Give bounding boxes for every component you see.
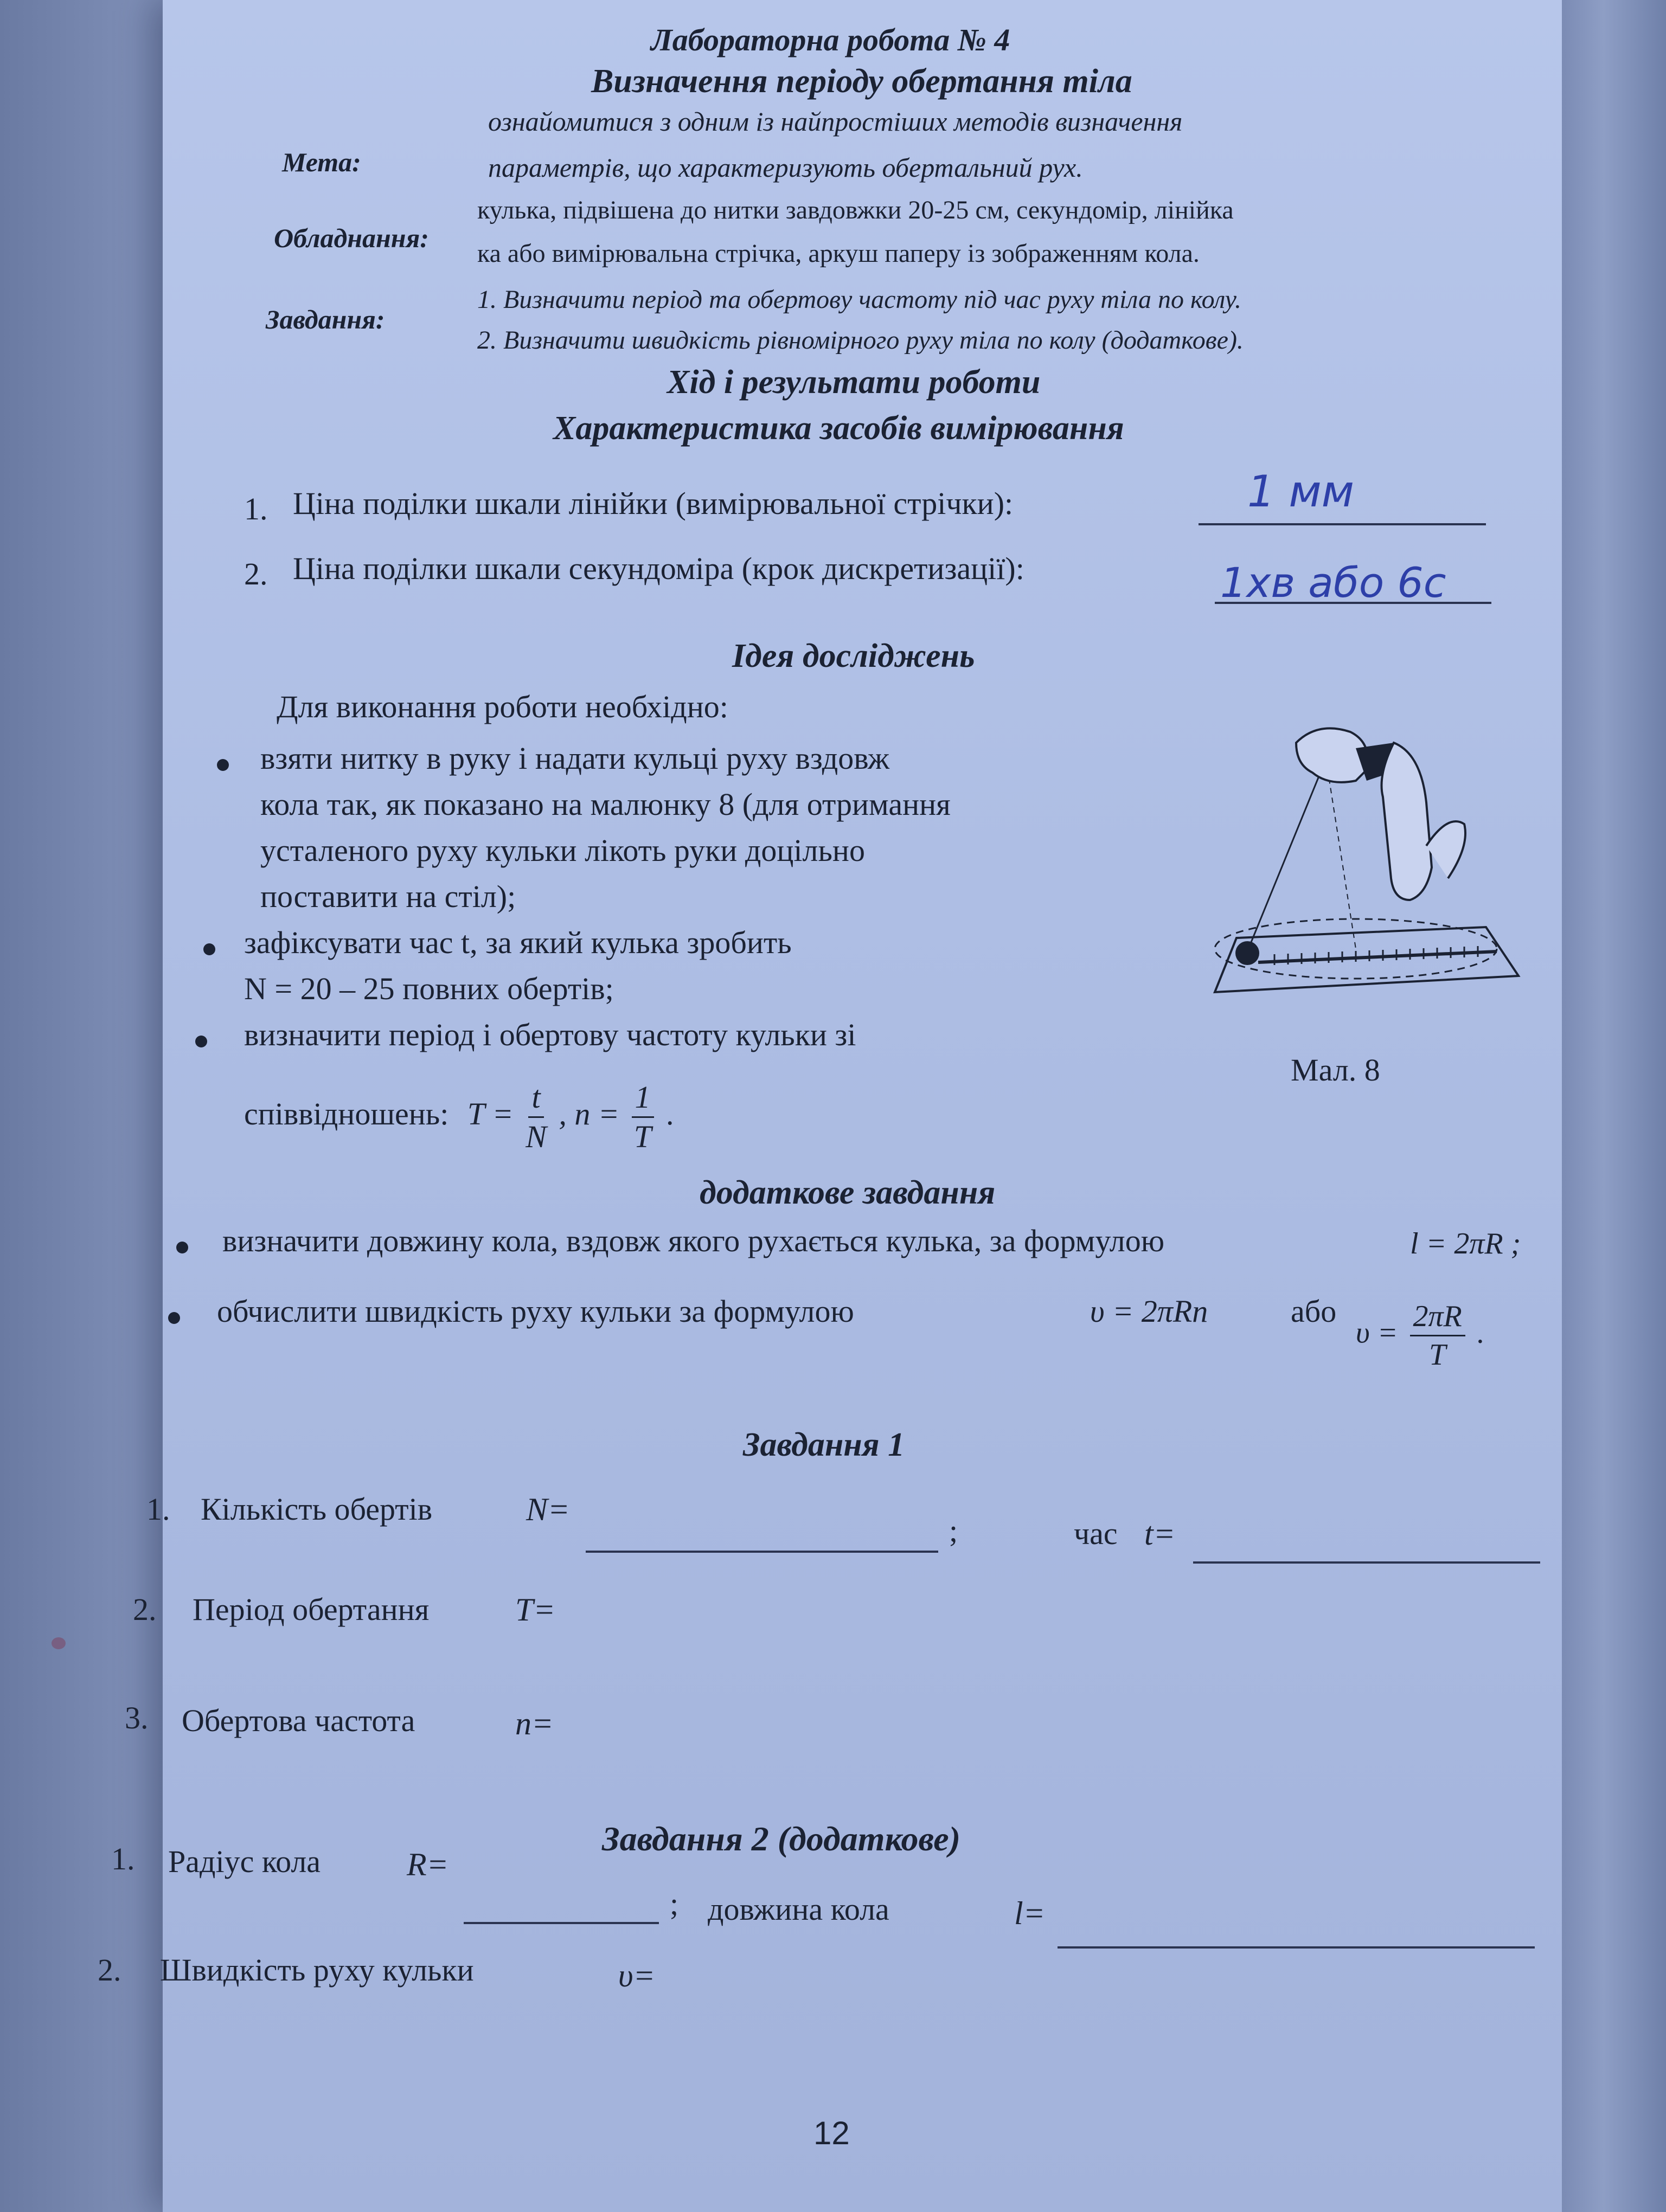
- period-variable: T=: [515, 1592, 555, 1628]
- goal-line-2: параметрів, що характеризують обертальний рух.: [488, 152, 1083, 183]
- circumference-formula: l = 2πR ;: [1410, 1227, 1521, 1261]
- task-1-objective: 1. Визначити період та обертову частоту під час руху тіла по колу.: [477, 285, 1241, 314]
- idea-bullet-2-line-1: зафіксувати час t, за який кулька зробить: [244, 925, 792, 960]
- frequency-fraction: [632, 1079, 654, 1154]
- speed-instruction: обчислити швидкість руху кульки за формулою: [217, 1294, 854, 1329]
- radius-answer-line[interactable]: [464, 1922, 659, 1924]
- goal-label: Мета:: [282, 147, 361, 177]
- formula-end-dot: .: [666, 1096, 674, 1131]
- time-label: час: [1074, 1516, 1118, 1551]
- relations-label: співвідношень:: [244, 1096, 449, 1131]
- period-fraction-denominator: N: [526, 1119, 547, 1154]
- radius-variable: R=: [407, 1847, 449, 1882]
- bullet-3: [195, 1036, 207, 1047]
- period-label: Період обертання: [193, 1592, 430, 1627]
- frequency-variable: n=: [515, 1706, 554, 1741]
- figure-8-caption: Мал. 8: [1291, 1052, 1380, 1088]
- task1-row2-number: 2.: [133, 1592, 157, 1627]
- idea-bullet-1-line-4: поставити на стіл);: [260, 879, 516, 914]
- frequency-fraction-numerator: 1: [632, 1082, 654, 1118]
- time-answer-line[interactable]: [1193, 1561, 1540, 1564]
- speed-formula-2: [1356, 1301, 1485, 1370]
- radius-label: Радіус кола: [168, 1844, 321, 1879]
- speed-formula-2-lhs: υ =: [1356, 1316, 1398, 1350]
- speed-formula-or: або: [1291, 1294, 1337, 1329]
- idea-bullet-3-line-2: [244, 1079, 674, 1154]
- task-2-heading: Завдання 2 (додаткове): [602, 1819, 960, 1858]
- speed-label: Швидкість руху кульки: [160, 1952, 474, 1988]
- speed-formula-end: .: [1477, 1316, 1485, 1350]
- revolutions-label: Кількість обертів: [201, 1491, 433, 1527]
- progress-heading: Хід і результати роботи: [667, 364, 1041, 401]
- revolutions-answer-line[interactable]: [586, 1551, 938, 1553]
- goal-line-1: ознайомитися з одним із найпростіших методів визначення: [488, 106, 1183, 137]
- bullet-2: [203, 943, 215, 955]
- stopwatch-division-handwritten: 1хв або 6с: [1220, 558, 1446, 607]
- idea-intro: Для виконання роботи необхідно:: [277, 689, 728, 724]
- item-1-number: 1.: [244, 491, 268, 526]
- lab-title: Лабораторна робота № 4: [651, 22, 1010, 57]
- idea-heading: Ідея досліджень: [732, 638, 975, 674]
- extra-bullet-2: [168, 1312, 180, 1324]
- idea-bullet-2-line-2: N = 20 – 25 повних обертів;: [244, 971, 614, 1006]
- figure-8-hand-with-pendulum: [1193, 721, 1529, 1025]
- ruler-division-line: [1199, 523, 1486, 525]
- equipment-line-2: ка або вимірювальна стрічка, аркуш паперу із зображенням кола.: [477, 239, 1200, 268]
- task-1-heading: Завдання 1: [743, 1426, 905, 1463]
- page-stack-edge: [1562, 0, 1666, 2212]
- speed-fraction: [1410, 1301, 1465, 1370]
- speed-fraction-denominator: T: [1429, 1338, 1446, 1372]
- idea-bullet-1-line-1: взяти нитку в руку і надати кульці руху вздовж: [260, 741, 890, 776]
- task2-row1-number: 1.: [111, 1841, 135, 1876]
- speed-fraction-numerator: 2πR: [1410, 1301, 1465, 1336]
- ink-stain: [52, 1637, 66, 1649]
- period-formula-lhs: T =: [467, 1096, 514, 1131]
- circumference-instruction: визначити довжину кола, вздовж якого рухається кулька, за формулою: [222, 1223, 1165, 1258]
- speed-formula-1: υ = 2πRn: [1090, 1294, 1208, 1329]
- equipment-label: Обладнання:: [274, 223, 429, 253]
- task-2-objective: 2. Визначити швидкість рівномірного руху тіла по колу (додаткове).: [477, 326, 1244, 355]
- tasks-label: Завдання:: [266, 304, 385, 335]
- frequency-label: Обертова частота: [182, 1703, 415, 1738]
- equipment-line-1: кулька, підвішена до нитки завдовжки 20-25 см, секундомір, лінійка: [477, 196, 1234, 224]
- ruler-division-handwritten: 1 мм: [1247, 466, 1355, 517]
- revolutions-variable: N=: [526, 1491, 570, 1527]
- revolutions-separator: ;: [949, 1513, 958, 1548]
- circumference-answer-line[interactable]: [1058, 1946, 1535, 1949]
- idea-bullet-1-line-3: усталеного руху кульки лікоть руки доцільно: [260, 833, 865, 868]
- bullet-1: [217, 759, 229, 771]
- period-fraction: [526, 1079, 547, 1154]
- extra-bullet-1: [176, 1242, 188, 1253]
- idea-bullet-3-line-1: визначити період і обертову частоту кульки зі: [244, 1017, 856, 1052]
- stopwatch-division-label: Ціна поділки шкали секундоміра (крок дискретизації):: [293, 551, 1024, 586]
- task1-row1-number: 1.: [146, 1491, 170, 1527]
- extra-task-heading: додаткове завдання: [700, 1174, 996, 1211]
- lab-subtitle: Визначення періоду обертання тіла: [591, 63, 1132, 100]
- period-fraction-numerator: t: [528, 1082, 543, 1118]
- frequency-formula-lhs: , n =: [559, 1096, 620, 1131]
- radius-separator: ;: [670, 1886, 679, 1921]
- ruler-division-label: Ціна поділки шкали лінійки (вимірювальної стрічки):: [293, 486, 1014, 521]
- time-variable: t=: [1144, 1516, 1176, 1552]
- instruments-heading: Характеристика засобів вимірювання: [553, 410, 1124, 447]
- frequency-fraction-denominator: T: [633, 1119, 652, 1154]
- speed-variable: υ=: [618, 1958, 656, 1994]
- task1-row3-number: 3.: [125, 1700, 149, 1735]
- circumference-label: довжина кола: [708, 1892, 889, 1927]
- page-number: 12: [813, 2115, 850, 2151]
- idea-bullet-1-line-2: кола так, як показано на малюнку 8 (для отримання: [260, 787, 951, 822]
- circumference-variable: l=: [1014, 1895, 1046, 1931]
- item-2-number: 2.: [244, 556, 268, 591]
- task2-row2-number: 2.: [98, 1952, 121, 1988]
